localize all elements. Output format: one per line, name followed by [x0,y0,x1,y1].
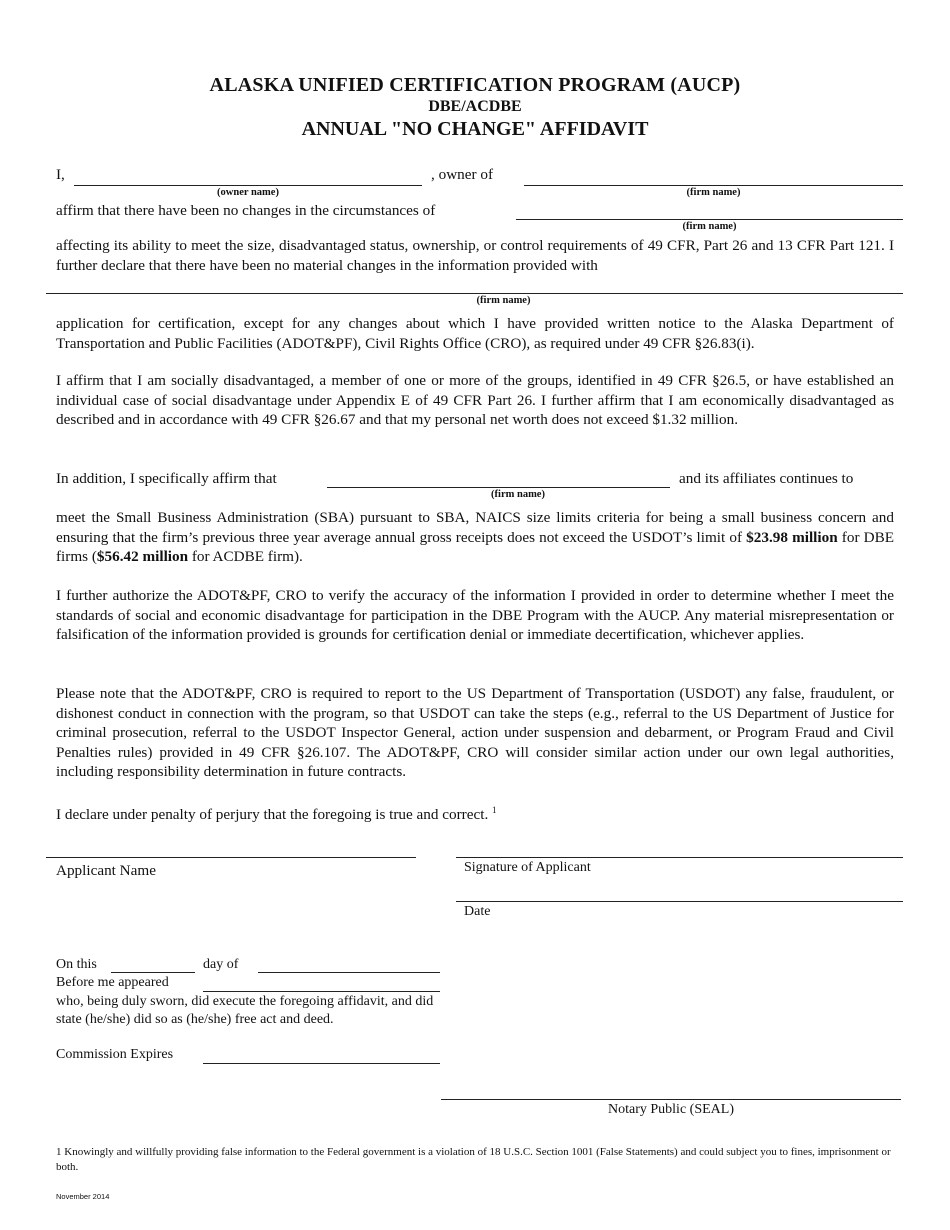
before-me-label: Before me appeared [56,975,169,990]
form-title: ALASKA UNIFIED CERTIFICATION PROGRAM (AUCP) [209,74,741,96]
sba-lead-text: In addition, I specifically affirm that [56,470,277,487]
affidavit-title: ANNUAL "NO CHANGE" AFFIDAVIT [301,118,649,140]
firm-name-field-4[interactable] [327,487,670,488]
dbe-limit: $23.98 million [746,528,838,546]
signature-label: Signature of Applicant [464,860,591,875]
application-text: application for certification, except for any changes about which I have provided written notice to the Alaska Department of Transportation and Public Facilities (ADOT&PF), Civil Rights Office (CRO), as required under 49 CFR §26.83(i). [56,315,894,352]
day-of-label: day of [203,957,239,972]
applicant-name-label: Applicant Name [56,862,156,879]
acdbe-text: for ACDBE firm). [191,548,303,565]
affirm-text: affirm that there have been no changes in the circumstances of [56,202,436,219]
commission-expires-field[interactable] [203,1063,440,1064]
owner-name-field[interactable] [74,185,422,186]
footnote: 1 Knowingly and willfully providing false information to the Federal government is a violation of 18 U.S.C. Section 1001 (False Statements) and could subject you to fines, imprisonment or both. [56,1146,891,1173]
sba-body: meet the Small Business Administration (SBA) pursuant to SBA, NAICS size limits criteria for being a small business concern and ensuring that the firm’s previous three year average annual gross receipts does not exceed the USDOT’s limit of [56,509,894,546]
applicant-name-field[interactable] [46,857,416,858]
declaration-text: I declare under penalty of perjury that the foregoing is true and correct. [56,806,489,824]
footnote-ref: 1 [492,805,497,815]
notary-public-label: Notary Public (SEAL) [608,1102,734,1117]
declaration [56,801,497,825]
owner-name-caption: (owner name) [217,187,279,198]
affecting-text: affecting its ability to meet the size, disadvantaged status, ownership, or control requirements of 49 CFR, Part 26 and 13 CFR Part 121. I further declare that there have been no material changes in the information provided with [56,237,894,274]
firm-name-field-1[interactable] [524,185,903,186]
disadvantaged-paragraph: I affirm that I am socially disadvantaged, a member of one or more of the groups, identified in 49 CFR §26.5, or have established an individual case of social disadvantage under Appendix E of 49 CFR Part 26. I further affirm that I am economically disadvantaged as described and in accordance with 49 CFR §26.67 and that my personal net worth does not exceed $1.32 million. [56,372,894,428]
sba-paragraph [56,508,894,567]
month-year-field[interactable] [258,972,440,973]
firm-name-caption-4: (firm name) [491,489,545,500]
appeared-name-field[interactable] [203,991,440,992]
signature-field[interactable] [456,857,903,858]
owner-of-label: , owner of [431,166,493,183]
firm-name-field-2[interactable] [516,219,903,220]
firm-name-caption-2: (firm name) [682,221,737,232]
form-date: November 2014 [56,1192,110,1201]
form-subtitle: DBE/ACDBE [428,98,522,115]
sworn-text: who, being duly sworn, did execute the foregoing affidavit, and did state (he/she) did so as (he/she) free act and deed. [56,994,434,1027]
notary-signature-field[interactable] [441,1099,901,1100]
report-paragraph: Please note that the ADOT&PF, CRO is required to report to the US Department of Transportation (USDOT) any false, fraudulent, or dishonest conduct in connection with the program, so that USDOT can take the steps (e.g., referral to the US Department of Justice for criminal prosecution, referral to the USDOT Inspector General, action under suspension and debarment, or Program Fraud and Civil Penalties rules) provided in 49 CFR §26.107. The ADOT&PF, CRO will consider similar action under our own legal authorities, including responsibility determination in future contracts. [56,685,894,780]
firm-name-field-3[interactable] [46,293,903,294]
firm-name-caption-1: (firm name) [686,187,741,198]
i-label: I, [56,166,65,183]
acdbe-limit: $56.42 million [96,548,189,565]
dbe-text: for DBE firms ( [56,528,895,565]
firm-name-caption-3: (firm name) [476,295,531,306]
date-label: Date [464,904,491,919]
day-field[interactable] [111,972,195,973]
affiliates-text: and its affiliates continues to [679,470,854,487]
date-field[interactable] [456,901,903,902]
on-this-label: On this [56,957,97,972]
authorize-paragraph: I further authorize the ADOT&PF, CRO to verify the accuracy of the information I provided in order to determine whether I meet the standards of social and economic disadvantage for participation in the DBE Program with the AUCP. Any material misrepresentation or falsification of the information provided is grounds for certification denial or immediate decertification, whichever applies. [56,587,894,643]
commission-label: Commission Expires [56,1047,174,1062]
